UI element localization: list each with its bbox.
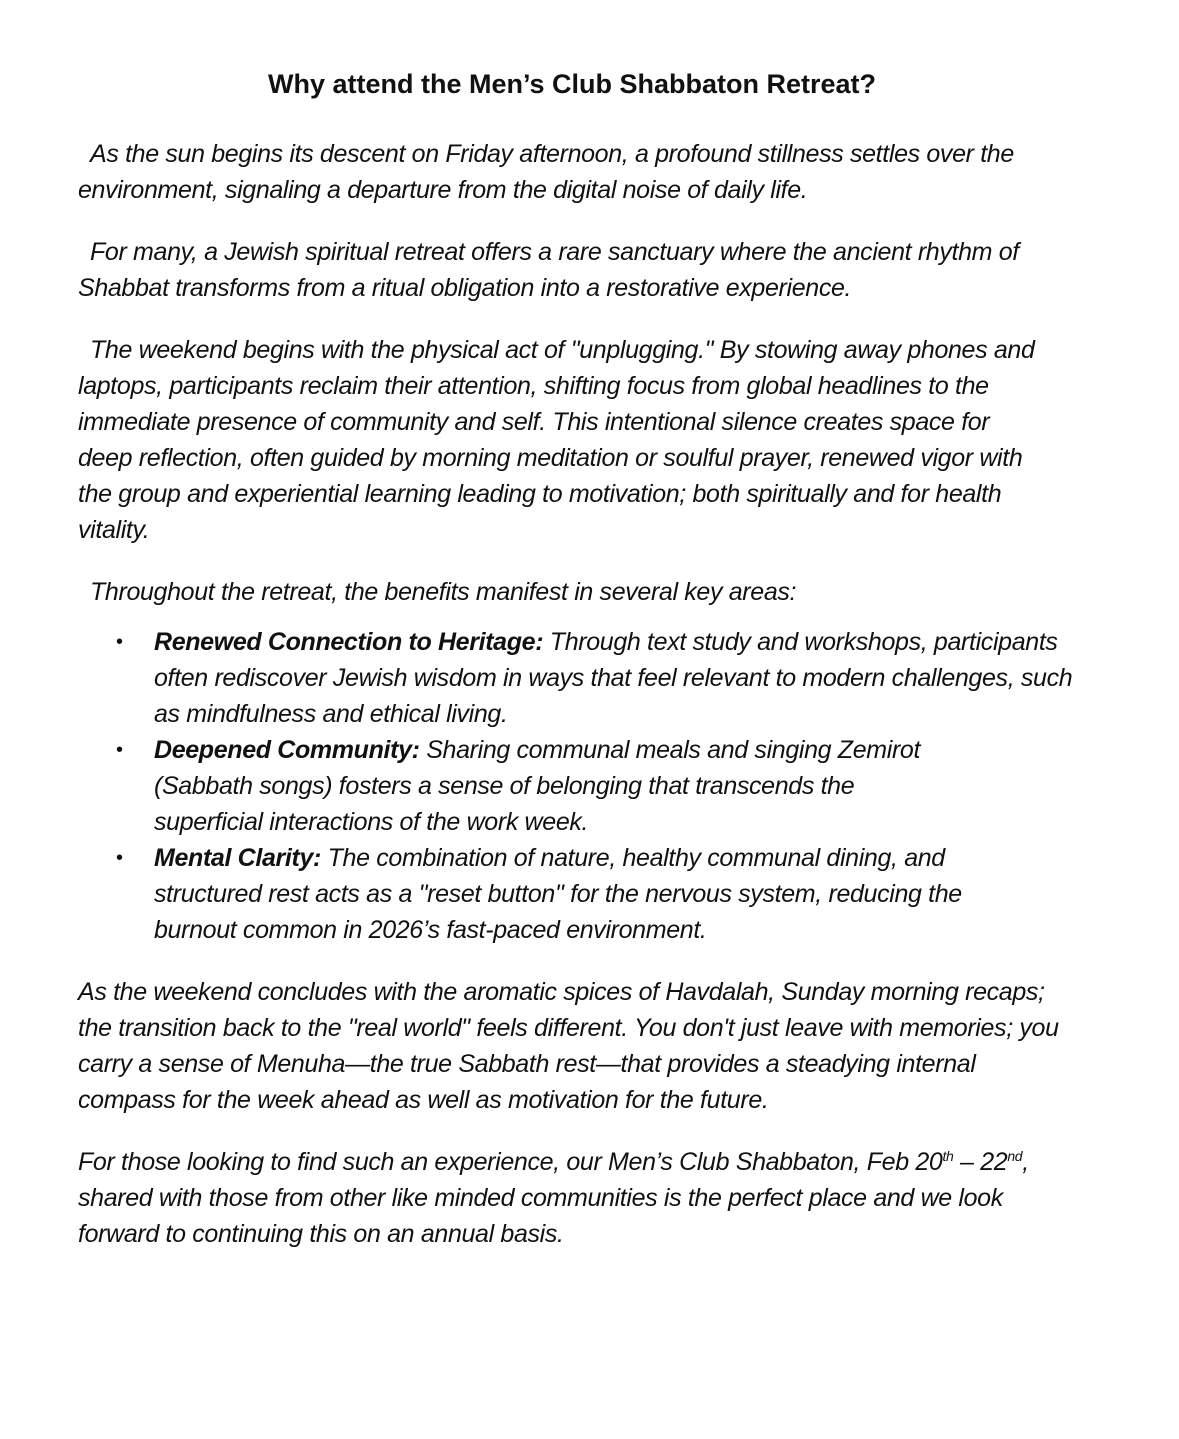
sanctuary-paragraph: For many, a Jewish spiritual retreat offers a rare sanctuary where the ancient rhythm of Shabbat transforms from a ritual obligation into a restorative experience. — [78, 238, 1019, 302]
benefit-item-heritage — [78, 624, 1074, 732]
invitation-lead: For those looking to find such an experience, our Men’s Club Shabbaton, Feb — [78, 1148, 916, 1176]
benefit-item-community — [78, 732, 944, 840]
bullet-icon: • — [116, 847, 123, 869]
bullet-icon: • — [116, 739, 123, 761]
document-title: Why attend the Men’s Club Shabbaton Retreat? — [267, 69, 877, 99]
benefit-heading: Renewed Connection to Heritage: — [154, 628, 544, 656]
start-day: 20 — [915, 1148, 943, 1176]
invitation-rest: , shared with those from other like minded communities is the perfect place and we look forward to continuing this on an annual basis. — [78, 1148, 1029, 1248]
end-day: 22 — [980, 1148, 1008, 1176]
benefit-text: Through text study and workshops, participants often rediscover Jewish wisdom in ways that feel relevant to modern challenges, such as mindfulness and ethical living. — [154, 628, 1073, 728]
benefits-intro: Throughout the retreat, the benefits manifest in several key areas: — [90, 578, 797, 606]
benefits-list — [78, 624, 1078, 948]
unplugging-paragraph: The weekend begins with the physical act of "unplugging." By stowing away phones and laptops, participants reclaim their attention, shifting focus from global headlines to the immediate presence of community and self. This intentional silence creates space for deep reflection, often guided by morning meditation or soulful prayer, renewed vigor with the group and experiential learning leading to motivation; both spiritually and for health vitality. — [78, 336, 1035, 544]
document-page — [78, 62, 1078, 1252]
benefit-heading: Deepened Community: — [154, 736, 420, 764]
closing-paragraph: As the weekend concludes with the aromatic spices of Havdalah, Sunday morning recaps; the transition back to the "real world" feels different. You don't just leave with memories; you carry a sense of Menuha—the true Sabbath rest—that provides a steadying internal compass for the week ahead as well as motivation for the future. — [78, 978, 1059, 1114]
benefit-item-clarity — [78, 840, 1044, 948]
benefit-heading: Mental Clarity: — [154, 844, 322, 872]
benefit-text: Sharing communal meals and singing Zemirot (Sabbath songs) fosters a sense of belonging that transcends the superficial interactions of the work week. — [154, 736, 921, 836]
end-day-suffix: nd — [1007, 1148, 1023, 1164]
intro-paragraph: As the sun begins its descent on Friday afternoon, a profound stillness settles over the environment, signaling a departure from the digital noise of daily life. — [78, 140, 1014, 204]
start-day-suffix: th — [942, 1148, 954, 1164]
benefit-text: The combination of nature, healthy communal dining, and structured rest acts as a "reset button" for the nervous system, reducing the burnout common in 2026’s fast-paced environment. — [154, 844, 962, 944]
date-dash: – — [953, 1148, 981, 1176]
invitation-paragraph — [78, 1144, 1053, 1252]
bullet-icon: • — [116, 631, 123, 653]
